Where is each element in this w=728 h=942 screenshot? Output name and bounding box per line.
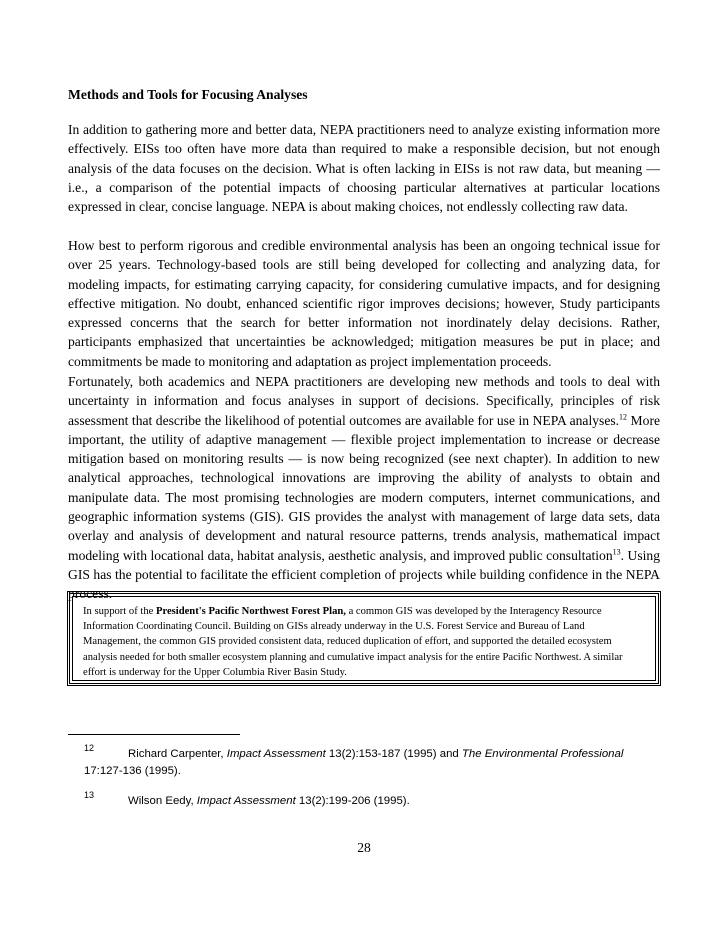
paragraph-3-part-a: Fortunately, both academics and NEPA practitioners are developing new methods and tools to deal with uncertainty in information and focus analyses in support of decisions. Specifically, principles of risk assessment that describe the likelihood of potential outcomes are available for use in NEPA analyses. (68, 374, 660, 428)
footnote-13-journal: Impact Assessment (196, 795, 296, 807)
paragraph-1: In addition to gathering more and better data, NEPA practitioners need to analyze existing information more effectively. EISs too often have more data than required to make a responsible decision, but not enough analysis of the data focuses on the decision. What is often lacking in EISs is not raw data, but meaning — i.e., a comparison of the potential impacts of choosing particular alternatives at particular locations expressed in clear, concise language. NEPA is about making choices, not endlessly collecting raw data. (68, 122, 660, 215)
page-number: 28 (357, 840, 371, 855)
callout-box (67, 591, 661, 686)
footnote-13-number: 13 (84, 790, 95, 800)
callout-pre: In support of the (83, 606, 156, 617)
callout-post: a common GIS was developed by the Interagency Resource Information Coordinating Council. Building on GISs already underway in the U.S. Forest Service and Bureau of Land Management, the common GIS provided consistent data, reduced duplication of effort, and supported the detailed ecosystem analysis needed for both smaller ecosystem planning and cumulative impact analysis for the entire Pacific Northwest. A similar effort is underway for the Upper Columbia River Basin Study. (83, 606, 623, 678)
footnote-12 (84, 743, 660, 780)
footnote-12-journal-2: The Environmental Professional (461, 748, 624, 760)
footnote-12-journal-1: Impact Assessment (226, 748, 326, 760)
paragraph-2: How best to perform rigorous and credible environmental analysis has been an ongoing technical issue for over 25 years. Technology-based tools are still being developed for collecting and analyzing data, for modeling impacts, for estimating carrying capacity, for considering cumulative impacts, and for designing effective mitigation. No doubt, enhanced scientific rigor improves decisions; however, Study participants expressed concerns that the search for better information not inordinately delay decisions. Rather, participants emphasized that uncertainties be acknowledged; mitigation measures be put in place; and commitments be made to monitoring and adaptation as project implementation proceeds. (68, 238, 660, 369)
footnote-12-author: Richard Carpenter, (128, 748, 227, 760)
section-heading: Methods and Tools for Focusing Analyses (68, 87, 308, 102)
paragraph-3-part-b: More important, the utility of adaptive management — flexible project implementation to increase or decrease mitigation based on monitoring results — is now being recognized (see next chapter). In addition to new analytical approaches, technological innovations are improving the ability of analysts to obtain and manipulate data. The most promising technologies are modern computers, internet communications, and geographic information systems (GIS). GIS provides the analyst with management of large data sets, data overlay and analysis of development and natural resource patterns, trends analysis, mathematical impact modeling with locational data, habitat analysis, aesthetic analysis, and improved public consultation (68, 412, 660, 563)
footnote-ref-13[interactable]: 13 (612, 547, 621, 557)
footnote-12-mid: 13(2):153-187 (1995) and (325, 748, 462, 760)
footnote-12-number: 12 (84, 743, 95, 753)
footnote-ref-12[interactable]: 12 (619, 412, 628, 422)
callout-text (72, 596, 656, 681)
footnote-13-author: Wilson Eedy, (128, 795, 197, 807)
paragraph-3 (68, 372, 660, 604)
footnote-13 (84, 790, 660, 810)
footnote-12-tail: 17:127-136 (1995). (84, 765, 181, 777)
paragraph-3-part-c: . Using GIS has the potential to facilitate the efficient completion of projects while building confidence in the NEPA process. (68, 547, 660, 602)
footnote-13-tail: 13(2):199-206 (1995). (295, 795, 410, 807)
footnote-divider (68, 734, 240, 735)
callout-bold: President's Pacific Northwest Forest Plan, (155, 606, 346, 617)
